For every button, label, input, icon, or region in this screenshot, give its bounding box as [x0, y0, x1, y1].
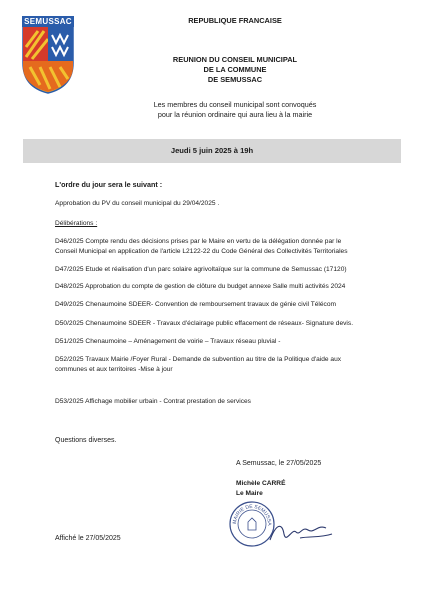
approval-line: Approbation du PV du conseil municipal du 29/04/2025 . [55, 200, 220, 207]
stamp-text: MAIRIE DE SEMUSSA [231, 503, 273, 526]
agenda-item-d47 [55, 265, 400, 275]
intro-line1: Les membres du conseil municipal sont convoqués [153, 100, 317, 109]
agenda-item-d46 [55, 237, 400, 256]
agenda-item-d50 [55, 319, 400, 329]
agenda-item-line: D49/2025 Chenaumoine SDEER- Convention de remboursement travaux de génie civil Télécom [55, 301, 336, 308]
meeting-title-line2: DE LA COMMUNE [203, 65, 267, 74]
mayor-role: Le Maire [236, 490, 263, 497]
meeting-title-line1: REUNION DU CONSEIL MUNICIPAL [172, 55, 298, 64]
agenda-item-line: communes et aux territoires -Mise à jour [55, 365, 173, 373]
agenda-heading: L'ordre du jour sera le suivant : [55, 180, 163, 189]
meeting-date-banner [23, 139, 401, 163]
agenda-item-d53 [55, 397, 400, 407]
agenda-item-line: D51/2025 Chenaumoine – Aménagement de voirie – Travaux réseau pluvial - [55, 338, 281, 345]
agenda-item-line: D50/2025 Chenaumoine SDEER - Travaux d'éclairage public effacement de réseaux- Signature devis. [55, 320, 354, 327]
logo-name: SEMUSSAC [22, 16, 74, 27]
commune-logo [22, 16, 74, 94]
posted-date: Affiché le 27/05/2025 [55, 535, 121, 542]
intro-line2: pour la réunion ordinaire qui aura lieu à la mairie [157, 110, 313, 119]
meeting-title-line3: DE SEMUSSAC [207, 75, 263, 84]
mayor-name: Michèle CARRÉ [236, 480, 286, 487]
agenda-item-line: D52/2025 Travaux Mairie /Foyer Rural - Demande de subvention au titre de la Politique d'aide aux [55, 356, 342, 363]
agenda-item-d52 [55, 355, 400, 374]
agenda-item-d49 [55, 300, 400, 310]
agenda-item-line: D53/2025 Affichage mobilier urbain - Contrat prestation de services [55, 398, 251, 405]
agenda-item-line: D47/2025 Etude et réalisation d'un parc solaire agrivoltaïque sur la commune de Semussac (17120) [55, 266, 347, 273]
agenda-item-d48 [55, 282, 400, 292]
place-date: A Semussac, le 27/05/2025 [236, 460, 322, 467]
deliberations-heading: Délibérations : [55, 220, 98, 227]
meeting-date: Jeudi 5 juin 2025 à 19h [170, 146, 254, 155]
agenda-item-d51 [55, 337, 400, 347]
agenda-item-line: D48/2025 Approbation du compte de gestion de clôture du budget annexe Salle multi activités 2024 [55, 283, 346, 290]
questions-diverses: Questions diverses. [55, 437, 117, 444]
agenda-item-line: D46/2025 Compte rendu des décisions prises par le Maire en vertu de la délégation donnée par le [55, 238, 342, 245]
handwritten-signature [266, 518, 336, 548]
republic-heading: REPUBLIQUE FRANCAISE [188, 16, 282, 25]
agenda-item-line: Conseil Municipal en application de l'article L2122-22 du Code Général des Collectivités Territoriales [55, 247, 348, 255]
coat-of-arms-icon [22, 27, 74, 94]
